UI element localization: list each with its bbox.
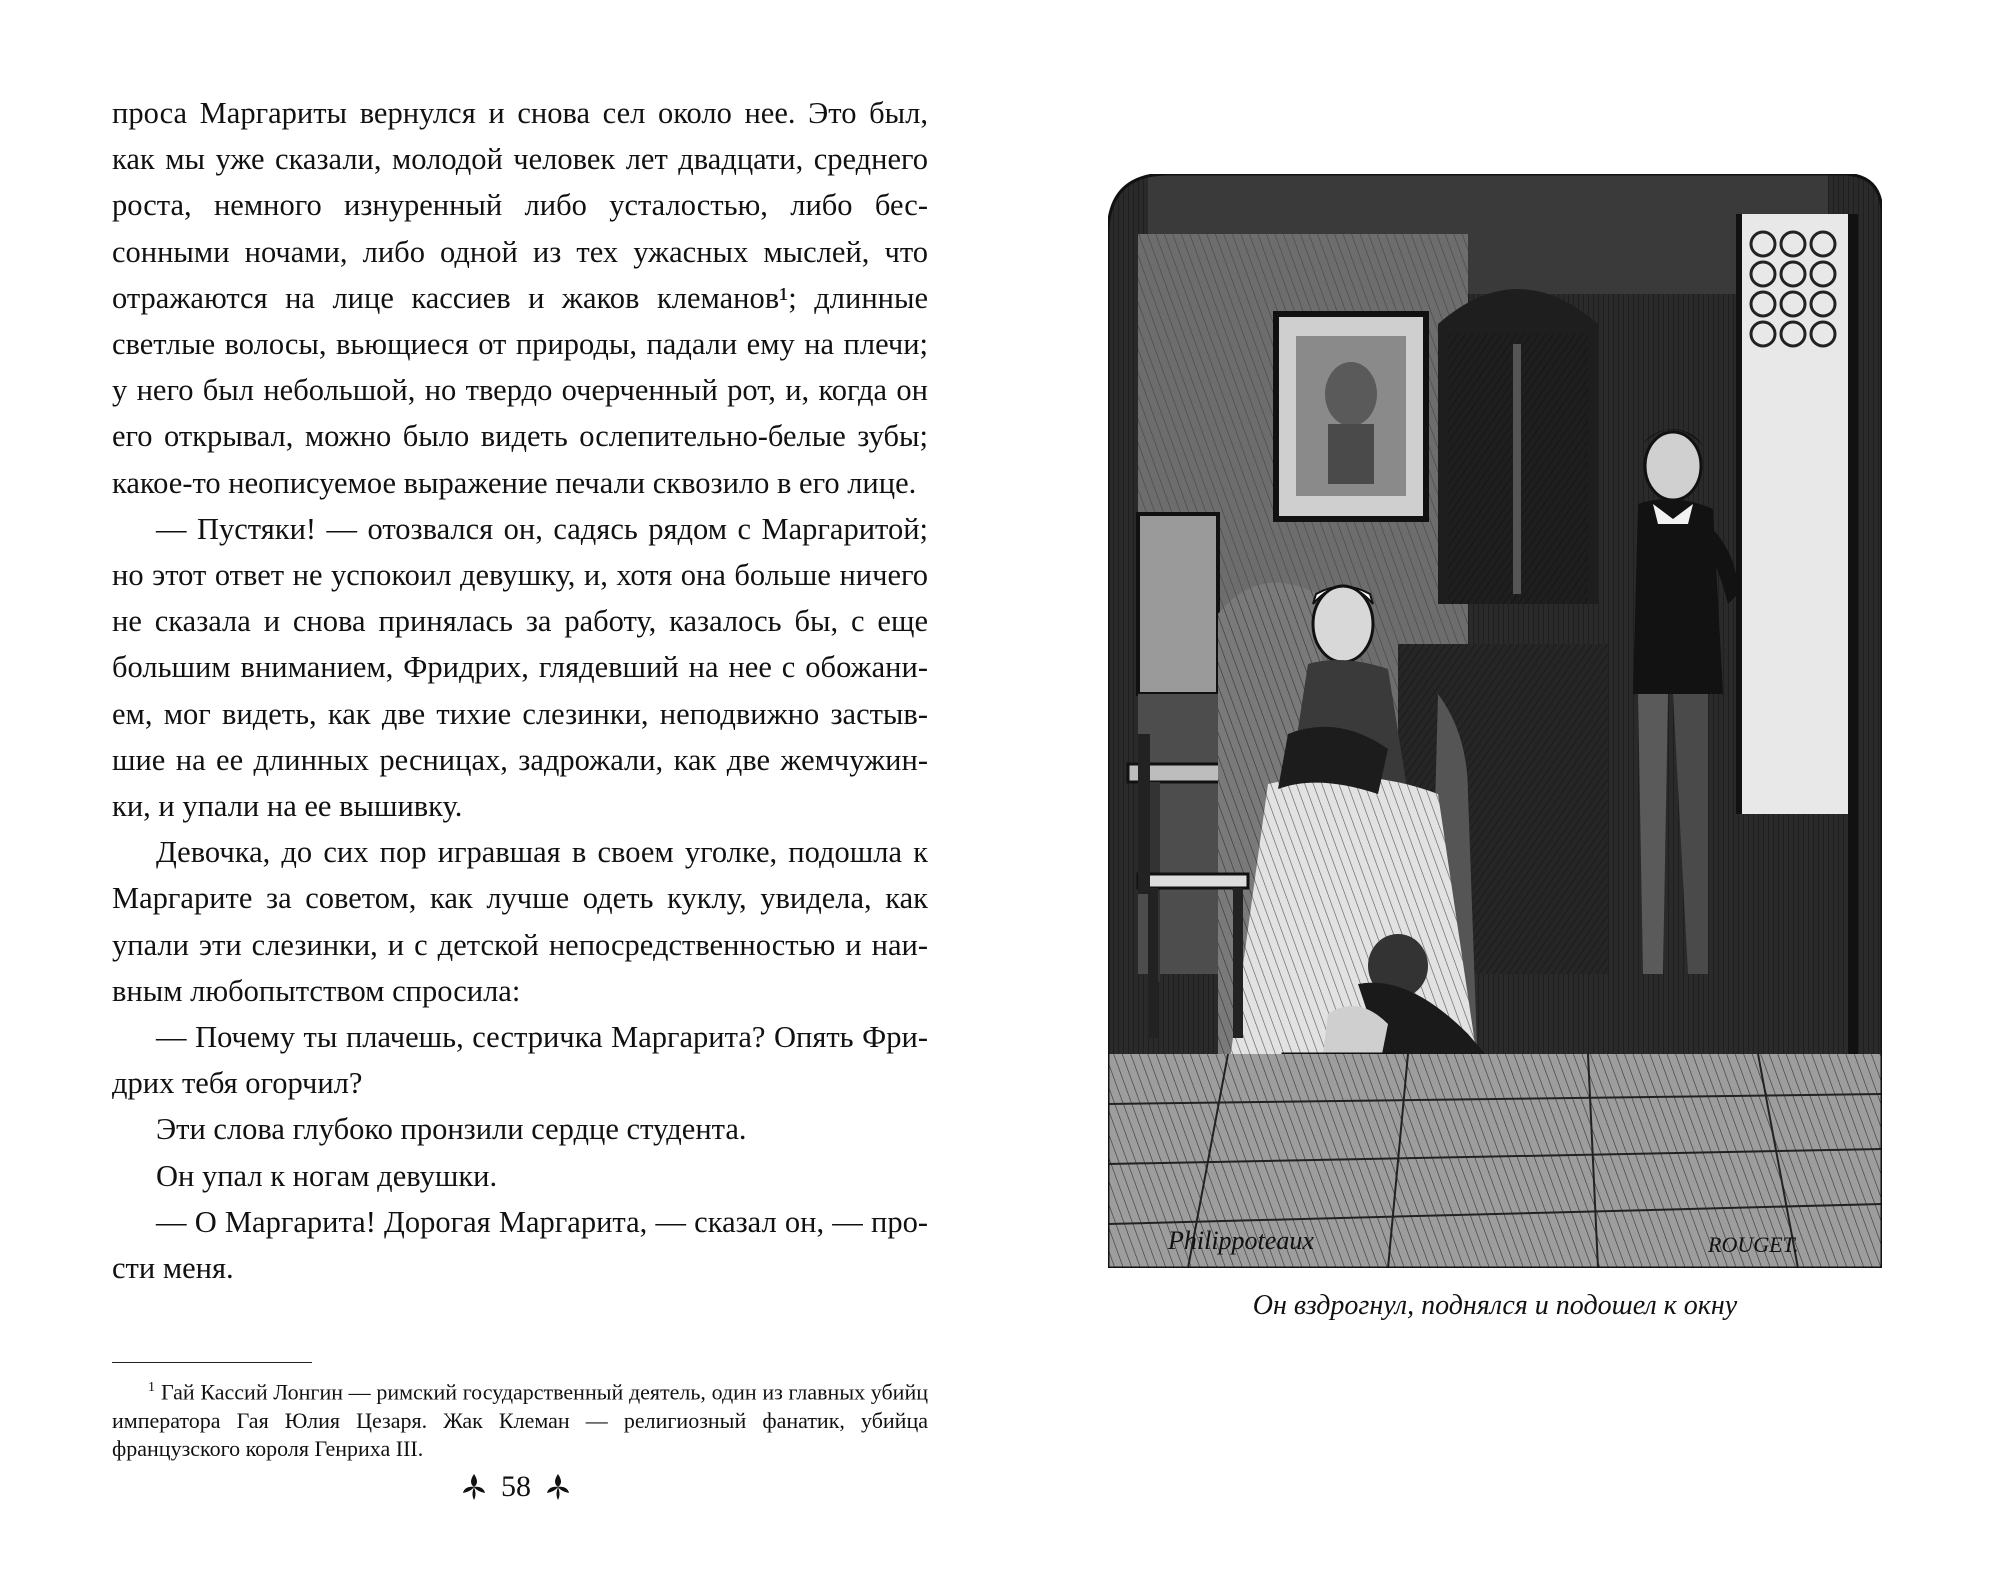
fleuron-right-icon: [545, 1472, 571, 1502]
page-number: 58: [501, 1470, 531, 1503]
engraving-illustration: [1108, 174, 1882, 1268]
paragraph-3: Девочка, до сих пор игравшая в своем уголке, подошла к Маргарите за советом, как лучше одеть куклу, увидела, как упали эти слезинки, и с детской непосредственностью и наивным любопытством спросила:: [112, 835, 928, 1008]
paragraph-6: Он упал к ногам девушки.: [156, 1158, 498, 1193]
footnote: [112, 1374, 928, 1464]
wall-portrait: [1276, 314, 1426, 519]
footnote-text: Гай Кассий Лонгин — римский государственный деятель, один из главных убийц императора Гая Юлия Цезаря. Жак Клеман — религиозный фанатик, убийца французского короля Генриха III.: [112, 1379, 928, 1462]
engraver-signature-left: Philippoteaux: [1168, 1226, 1314, 1255]
paragraph-2: — Пустяки! — отозвался он, садясь рядом с Маргаритой; но этот ответ не успокоил девушку, и, хотя она больше ничего не сказала и снова принялась за работу, казалось бы, с еще большим вниманием, Фридрих, глядевший на нее с обожанием, мог видеть, как две тихие слезинки, неподвижно застывшие на ее длинных ресницах, задрожали, как две жемчужинки, и упали на ее вышивку.: [112, 511, 928, 824]
illustration-caption: Он вздрогнул, поднялся и подошел к окну: [1252, 1290, 1738, 1321]
engraver-signature-right: ROUGET.: [1708, 1232, 1799, 1257]
paragraph-7: — О Маргарита! Дорогая Маргарита, — сказал он, — прости меня.: [112, 1204, 928, 1286]
paragraph-4: — Почему ты плачешь, сестричка Маргарита? Опять Фридрих тебя огорчил?: [112, 1020, 928, 1101]
wardrobe: [1438, 289, 1598, 604]
footnote-divider: [112, 1362, 312, 1363]
footnote-marker: 1: [148, 1380, 155, 1395]
paragraph-1: проса Маргариты вернулся и снова сел около нее. Это был, как мы уже сказали, молодой человек лет двадцати, среднего роста, немного изнуренный либо усталостью, либо бессонными ночами, либо одной из тех ужасных мыслей, что отражаются на лице кассиев и жаков клеманов¹; длинные светлые волосы, вьющиеся от природы, падали ему на плечи; у него был небольшой, но твердо очерченный рот, и, когда он его открывал, можно было видеть ослепительно-белые зубы; какое-то неописуемое выражение печали сквозило в его лице.: [112, 96, 928, 500]
paragraph-5: Эти слова глубоко пронзили сердце студента.: [156, 1112, 747, 1147]
text-column: [112, 90, 928, 1291]
page-number-block: [436, 1462, 596, 1512]
fleuron-left-icon: [461, 1472, 487, 1502]
